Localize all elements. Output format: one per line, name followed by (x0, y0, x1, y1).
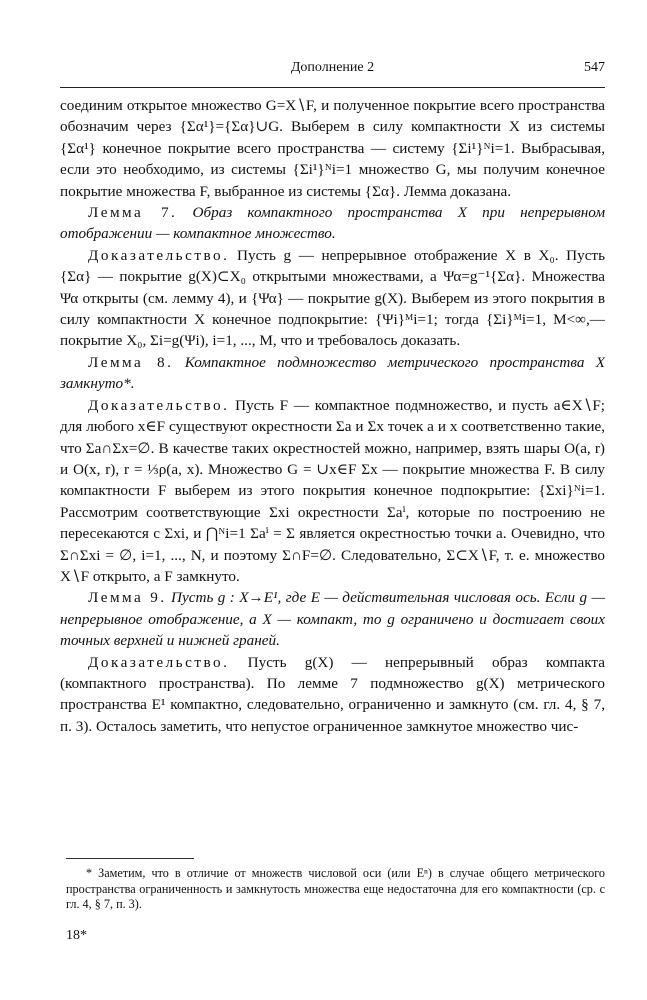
proof-lemma-7 (60, 245, 605, 352)
proof-body: Пусть g(X) — непрерывный образ компакта (компактного пространства). По лемме 7 подмножество g(X) метрического пространства E¹ компактно, следовательно, ограниченно и замкнуто (см. гл. 4, § 7, п. 3). Осталось заметить, что непустое ограниченное замкнутое множество чис- (60, 653, 605, 735)
lemma-statement: Образ компактного пространства X при непрерывном отображении — компактное множество. (60, 204, 606, 243)
lemma-8 (60, 352, 605, 395)
lemma-label: Лемма 9. (88, 589, 167, 607)
paragraph-continuation (60, 95, 605, 202)
paragraph-body: соединим открытое множество G=X∖F, и полученное покрытие всего пространства обозначим через {Σα¹}={Σα}∪G. Выберем в силу компактности X из системы {Σα¹} конечное покрытие всего пространства — систему {Σi¹}ᴺi=1. Выбрасывая, если это необходимо, из системы {Σi¹}ᴺi=1 множество G, мы получим конечное покрытие множества F, выбранное из системы {Σα}. Лемма доказана. (60, 97, 605, 200)
footnote: * Заметим, что в отличие от множеств числовой оси (или Eⁿ) в случае общего метрического пространства ограниченность и замкнутость множества еще недостаточна для его компактности (ср. с гл. 4, § 7, п. 3). (66, 866, 605, 911)
header-rule (60, 87, 605, 88)
proof-lemma-8 (60, 395, 605, 588)
lemma-statement: Пусть g : X→E¹, где E — действительная числовая ось. Если g — непрерывное отображение, а X — компакт, то g ограничено и достигает своих точных верхней и нижней граней. (60, 589, 606, 650)
printer-signature: 18* (66, 928, 87, 943)
page-number: 547 (584, 60, 605, 75)
proof-lemma-9 (60, 652, 605, 738)
running-title: Дополнение 2 (290, 60, 375, 75)
lemma-9 (60, 587, 605, 651)
main-text (60, 95, 605, 737)
lemma-7 (60, 202, 605, 245)
page-header (60, 60, 605, 82)
proof-body: Пусть g — непрерывное отображение X в X₀. Пусть {Σα} — покрытие g(X)⊂X₀ открытыми множествами, а Ψα=g⁻¹{Σα}. Множества Ψα открыты (см. лемму 4), и {Ψα} — покрытие g(X). Выберем из этого покрытия в силу компактности X конечное подпокрытие: {Ψi}ᴹi=1; тогда {Σi}ᴹi=1, M<∞,— покрытие X₀, Σi=g(Ψi), i=1, ..., M, что и требовалось доказать. (60, 246, 605, 350)
lemma-label: Лемма 8. (88, 353, 174, 371)
footnote-rule (66, 858, 194, 859)
proof-body: Пусть F — компактное подмножество, и пусть a∈X∖F; для любого x∈F существуют окрестности Σa и Σx точек a и x соответственно такие, что Σa∩Σx=∅. В качестве таких окрестностей можно, например, взять шары O(a, r) и O(x, r), r = ⅓ρ(a, x). Множество G = ∪x∈F Σx — покрытие множества F. В силу компактности F выберем из этого покрытия конечное подпокрытие: {Σxi}ᴺi=1. Рассмотрим соответствующие Σxi окрестности Σaⁱ, которые по построению не пересекаются с Σxi, и ⋂ᴺi=1 Σaⁱ = Σ является окрестностью точки a. Очевидно, что Σ∩Σxi = ∅, i=1, ..., N, и поэтому Σ∩F=∅. Следовательно, Σ⊂X∖F, т. е. множество X∖F открыто, а F замкнуто. (60, 396, 605, 585)
proof-label: Доказательство. (88, 396, 230, 414)
lemma-statement: Компактное подмножество метрического пространства X замкнуто*. (60, 353, 606, 393)
lemma-label: Лемма 7. (88, 204, 178, 222)
proof-label: Доказательство. (88, 246, 230, 264)
proof-label: Доказательство. (88, 653, 230, 671)
